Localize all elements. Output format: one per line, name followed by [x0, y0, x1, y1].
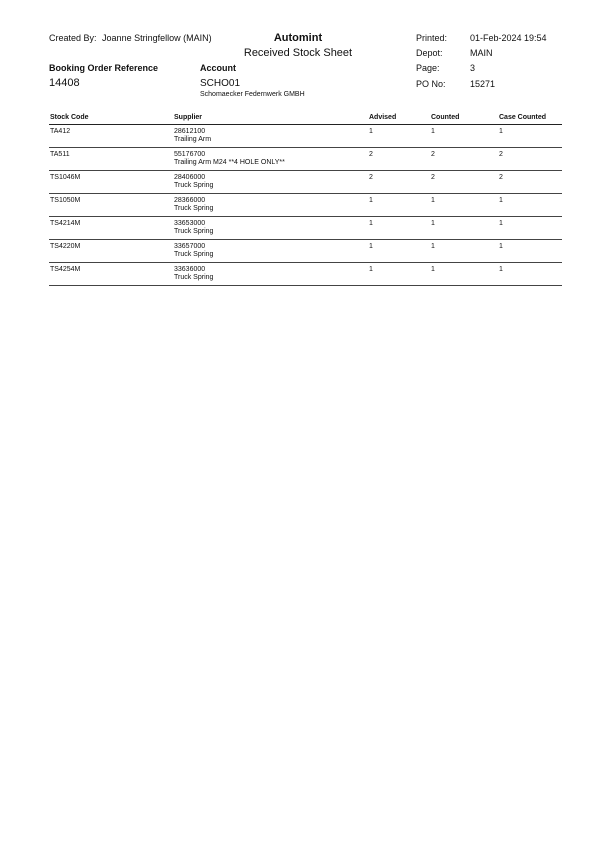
supplier-code: 33636000 — [174, 266, 206, 273]
created-by-label: Created By: — [49, 33, 97, 43]
booking-ref-label: Booking Order Reference — [49, 63, 159, 73]
case-counted-qty: 1 — [499, 128, 503, 135]
supplier-code: 33657000 — [174, 243, 206, 250]
po-number-value: 15271 — [470, 79, 496, 89]
advised-qty: 1 — [369, 128, 373, 135]
advised-qty: 1 — [369, 266, 373, 273]
stock-code: TS4254M — [50, 266, 81, 273]
table-row — [49, 240, 562, 263]
item-description: Truck Spring — [174, 274, 214, 281]
page-subtitle: Received Stock Sheet — [243, 47, 353, 59]
account-name: Schomaecker Federnwerk GMBH — [200, 91, 305, 98]
counted-qty: 1 — [431, 220, 435, 227]
item-description: Trailing Arm — [174, 136, 212, 143]
supplier-code: 33653000 — [174, 220, 206, 227]
item-description: Truck Spring — [174, 251, 214, 258]
table-row — [49, 263, 562, 286]
printed-value: 01-Feb-2024 19:54 — [470, 33, 547, 43]
item-description: Truck Spring — [174, 228, 214, 235]
table-row — [49, 194, 562, 217]
case-counted-qty: 2 — [499, 174, 503, 181]
depot-value: MAIN — [470, 48, 493, 58]
table-header — [49, 114, 562, 125]
page-number-value: 3 — [470, 63, 476, 73]
po-number-label: PO No: — [416, 79, 446, 89]
advised-qty: 1 — [369, 243, 373, 250]
table-row — [49, 171, 562, 194]
col-counted: Counted — [431, 114, 460, 121]
counted-qty: 1 — [431, 197, 435, 204]
supplier-code: 28406000 — [174, 174, 206, 181]
col-supplier: Supplier — [174, 114, 203, 121]
col-advised: Advised — [369, 114, 397, 121]
counted-qty: 2 — [431, 151, 435, 158]
advised-qty: 1 — [369, 220, 373, 227]
counted-qty: 1 — [431, 266, 435, 273]
account-label: Account — [200, 63, 236, 73]
advised-qty: 1 — [369, 197, 373, 204]
item-description: Truck Spring — [174, 205, 214, 212]
counted-qty: 1 — [431, 128, 435, 135]
col-stock-code: Stock Code — [50, 114, 89, 121]
case-counted-qty: 1 — [499, 197, 503, 204]
stock-code: TA511 — [50, 151, 70, 158]
table-row — [49, 217, 562, 240]
printed-label: Printed: — [416, 33, 448, 43]
page-title: Automint — [273, 32, 323, 44]
item-description: Trailing Arm M24 **4 HOLE ONLY** — [174, 159, 285, 166]
table-row — [49, 148, 562, 171]
case-counted-qty: 1 — [499, 266, 503, 273]
stock-code: TS4220M — [50, 243, 81, 250]
case-counted-qty: 1 — [499, 243, 503, 250]
stock-code: TS1050M — [50, 197, 81, 204]
advised-qty: 2 — [369, 151, 373, 158]
account-code: SCHO01 — [200, 78, 241, 89]
stock-code: TS4214M — [50, 220, 81, 227]
page-number-label: Page: — [416, 63, 440, 73]
table-row — [49, 125, 562, 148]
received-stock-table — [49, 114, 562, 286]
booking-ref-value: 14408 — [49, 77, 80, 89]
case-counted-qty: 2 — [499, 151, 503, 158]
advised-qty: 2 — [369, 174, 373, 181]
supplier-code: 28612100 — [174, 128, 206, 135]
depot-label: Depot: — [416, 48, 443, 58]
case-counted-qty: 1 — [499, 220, 503, 227]
stock-code: TS1046M — [50, 174, 81, 181]
counted-qty: 1 — [431, 243, 435, 250]
supplier-code: 28366000 — [174, 197, 206, 204]
created-by-value: Joanne Stringfellow (MAIN) — [102, 33, 212, 43]
stock-code: TA412 — [50, 128, 71, 135]
supplier-code: 55176700 — [174, 151, 206, 158]
created-by — [49, 33, 212, 43]
item-description: Truck Spring — [174, 182, 214, 189]
counted-qty: 2 — [431, 174, 435, 181]
col-case-counted: Case Counted — [499, 114, 547, 121]
